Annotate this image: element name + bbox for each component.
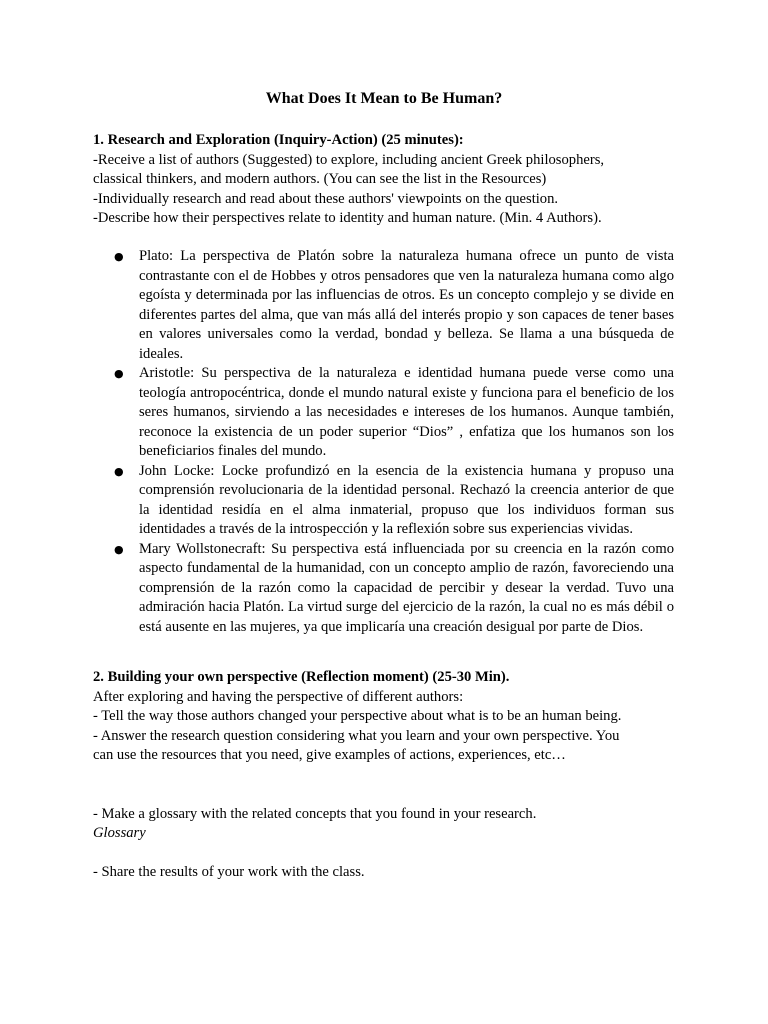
- instruction-line: - Tell the way those authors changed your perspective about what is to be an human being.: [93, 708, 622, 724]
- author-item-plato: ● Plato: La perspectiva de Platón sobre la naturaleza humana ofrece un punto de vista contrastante con el de Hobbes y otros pensadores que ven la naturaleza humana como algo egoísta y determinada por las influencias de otros. Es un concepto complejo y se divide en diferentes partes del alma, que van más allá del interés propio y son capaces de tener bases en valores universales como la verdad, bondad y belleza. Se llama a una búsqueda de ideales.: [139, 247, 674, 364]
- page-title: What Does It Mean to Be Human?: [265, 90, 503, 107]
- instruction-line: After exploring and having the perspective of different authors:: [93, 688, 464, 705]
- spacer: [93, 844, 693, 864]
- author-list: [139, 247, 674, 637]
- spacer: [93, 766, 693, 805]
- section-research-heading: 1. Research and Exploration (Inquiry-Action) (25 minutes):: [93, 132, 464, 148]
- author-item-aristotle: ● Aristotle: Su perspectiva de la naturaleza e identidad humana puede verse como una teología antropocéntrica, donde el mundo natural existe y funciona para el beneficio de los seres humanos, sirviendo a las necesidades e intereses de los humanos. Aunque también, reconoce la existencia de un poder superior “Dios” , enfatiza que los humanos son los beneficiarios finales del mundo.: [139, 364, 674, 462]
- author-item-wollstonecraft: ● Mary Wollstonecraft: Su perspectiva está influenciada por su creencia en la razón como aspecto fundamental de la humanidad, con un concepto amplio de razón, favoreciendo una comprensión de la razón como la capacidad de percibir y desear la verdad. Tuvo una admiración hacia Platón. La virtud surge del ejercicio de la razón, la cual no es más débil o está ausente en las mujeres, ya que implicaría una creación desigual por parte de Dios.: [139, 540, 674, 638]
- instruction-line: can use the resources that you need, give examples of actions, experiences, etc…: [93, 747, 566, 763]
- share-task: - Share the results of your work with the class.: [93, 864, 365, 880]
- section-reflection: [93, 668, 693, 883]
- section-research: [93, 131, 693, 229]
- instruction-line: -Individually research and read about these authors' viewpoints on the question.: [93, 190, 559, 207]
- glossary-label: Glossary: [93, 825, 146, 841]
- instruction-line: -Receive a list of authors (Suggested) to explore, including ancient Greek philosophers,: [93, 151, 605, 168]
- instruction-line: classical thinkers, and modern authors. (You can see the list in the Resources): [93, 171, 547, 187]
- instruction-line: -Describe how their perspectives relate to identity and human nature. (Min. 4 Authors).: [93, 210, 602, 226]
- author-item-locke: ● John Locke: Locke profundizó en la esencia de la existencia humana y propuso una comprensión revolucionaria de la identidad personal. Rechazó la creencia anterior de que la identidad residía en el alma inmaterial, propuso que los individuos forman sus identidades a través de la introspección y la reflexión sobre sus experiencias vividas.: [139, 462, 674, 540]
- glossary-task: - Make a glossary with the related concepts that you found in your research.: [93, 805, 537, 822]
- section-reflection-heading: 2. Building your own perspective (Reflection moment) (25-30 Min).: [93, 669, 510, 685]
- instruction-line: - Answer the research question considering what you learn and your own perspective. You: [93, 727, 620, 744]
